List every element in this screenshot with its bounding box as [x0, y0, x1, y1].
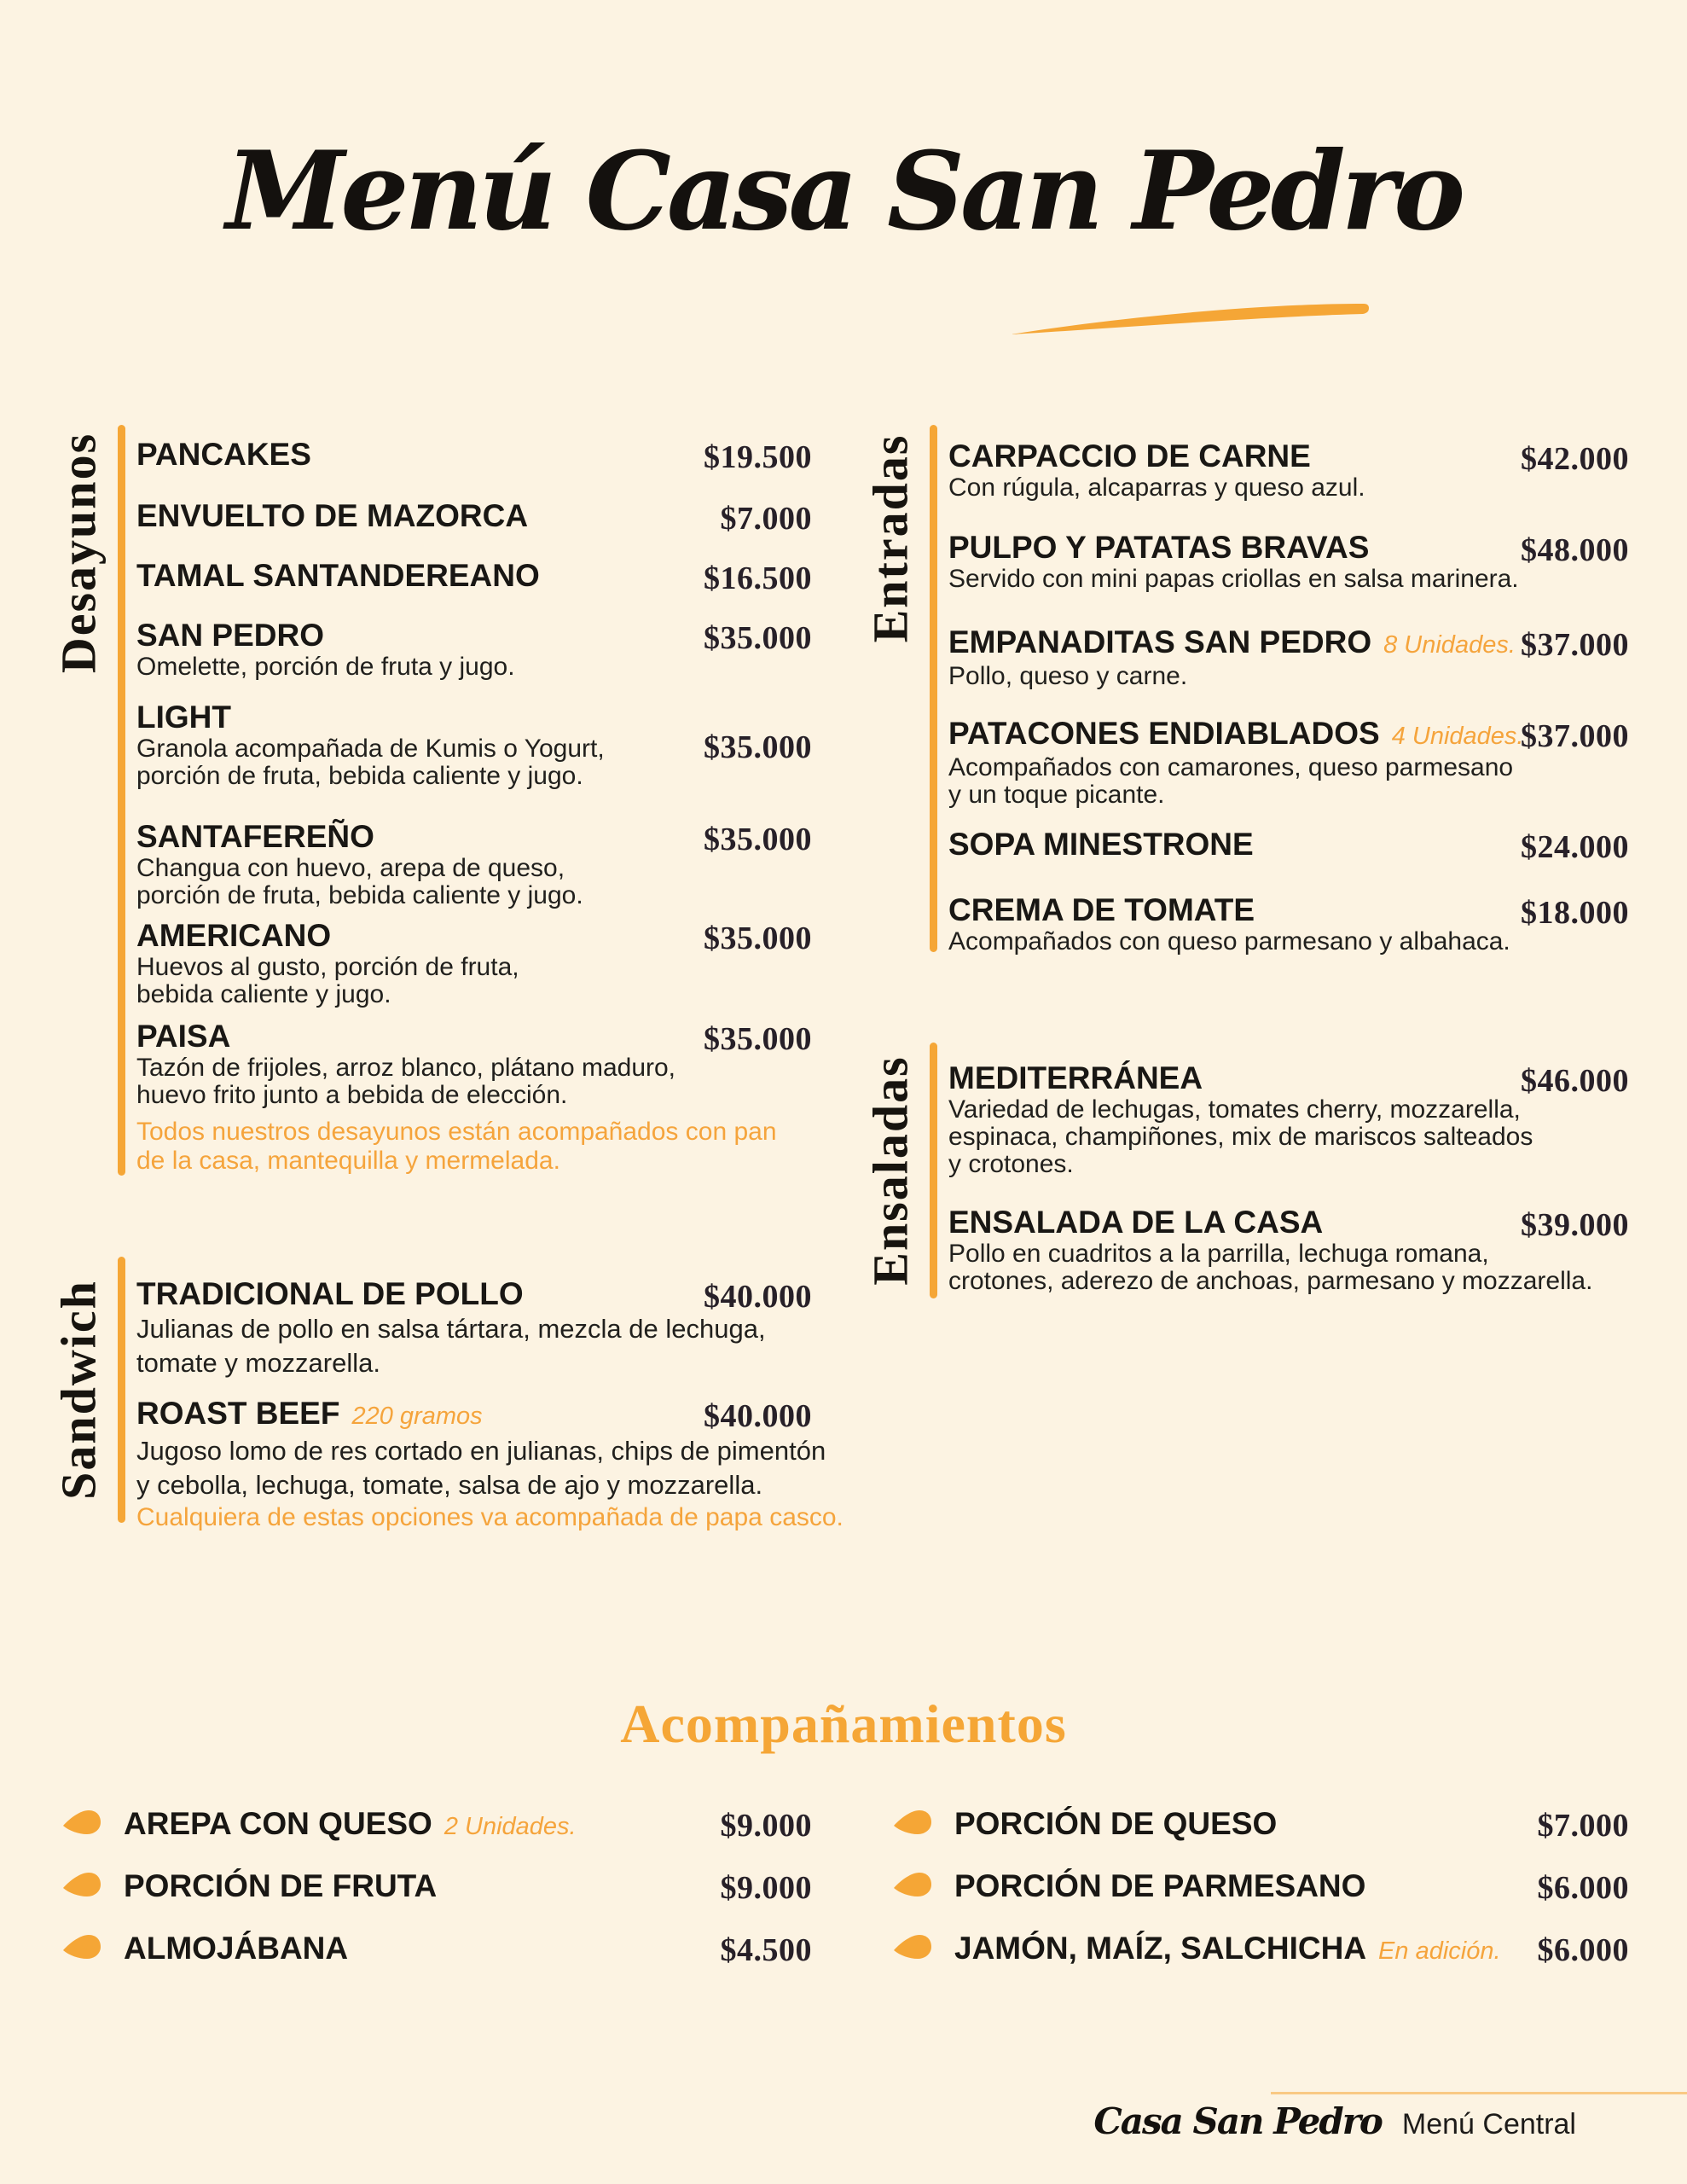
item-description: huevo frito junto a bebida de elección. [136, 1081, 568, 1109]
item-price: $7.000 [720, 501, 812, 537]
item-description: Con rúgula, alcaparras y queso azul. [948, 473, 1365, 502]
item-description: Tazón de frijoles, arroz blanco, plátano maduro, [136, 1054, 676, 1082]
item-name: PULPO Y PATATAS BRAVAS [948, 530, 1370, 565]
section-label-text: Ensaladas [862, 1055, 919, 1286]
item-price: $37.000 [1521, 718, 1629, 754]
menu-item [948, 530, 1629, 593]
section-ensaladas [853, 1043, 1629, 1298]
section-sandwich [41, 1257, 844, 1531]
acompanamientos-column-left [62, 1792, 812, 1988]
menu-item [948, 1205, 1629, 1295]
item-price: $7.000 [1537, 1808, 1629, 1844]
item-unit-note: 220 gramos [351, 1403, 483, 1430]
item-name: PORCIÓN DE FRUTA [124, 1868, 438, 1903]
menu-item [136, 1276, 812, 1380]
item-price: $39.000 [1521, 1207, 1629, 1243]
item-price: $9.000 [720, 1808, 812, 1844]
item-name: SOPA MINESTRONE [948, 827, 1254, 862]
acompanamientos-heading: Acompañamientos [620, 1693, 1067, 1754]
item-name-line [954, 1930, 1501, 1970]
item-price: $6.000 [1537, 1870, 1629, 1906]
item-name: MEDITERRÁNEA [948, 1060, 1203, 1095]
section-entradas [853, 425, 1629, 956]
item-name: CREMA DE TOMATE [948, 892, 1255, 927]
bullet-icon [62, 1932, 101, 1961]
item-name: ALMOJÁBANA [124, 1931, 349, 1966]
section-accent-bar [118, 1257, 125, 1523]
section-note [136, 1118, 812, 1176]
item-name-line [124, 1930, 675, 1967]
menu-item [948, 827, 1629, 863]
section-items [136, 1257, 844, 1531]
item-description: Changua con huevo, arepa de queso, [136, 854, 565, 882]
item-description: Acompañados con camarones, queso parmesano [948, 753, 1514, 781]
item-name: PATACONES ENDIABLADOS [948, 716, 1380, 751]
section-note [136, 1503, 844, 1532]
footer-divider [1271, 2092, 1687, 2094]
section-note-line: Todos nuestros desayunos están acompañados con pan [136, 1118, 777, 1146]
section-accent-bar [930, 1043, 937, 1298]
item-name: PORCIÓN DE PARMESANO [954, 1868, 1366, 1903]
item-description: Jugoso lomo de res cortado en julianas, chips de pimentón [136, 1436, 826, 1466]
menu-item [948, 892, 1629, 956]
bullet-icon [893, 1808, 932, 1837]
item-name: SANTAFEREÑO [136, 819, 374, 854]
footer [1093, 2100, 1576, 2142]
bullet-icon [893, 1932, 932, 1961]
item-name: LIGHT [136, 700, 231, 735]
footer-menu-label: Menú Central [1401, 2108, 1576, 2140]
menu-item [136, 1019, 812, 1109]
bullet-icon [62, 1808, 101, 1837]
item-name: SAN PEDRO [136, 618, 324, 653]
bullet-icon [62, 1870, 101, 1899]
item-unit-note: 2 Unidades. [443, 1813, 577, 1840]
item-unit-note: En adición. [1378, 1937, 1501, 1965]
section-label-ensaladas [853, 1043, 928, 1298]
item-unit-note: 4 Unidades. [1391, 723, 1524, 750]
section-items [948, 1043, 1629, 1298]
item-description: Pollo, queso y carne. [948, 662, 1188, 690]
item-description: Julianas de pollo en salsa tártara, mezcla de lechuga, [136, 1314, 766, 1344]
item-description: crotones, aderezo de anchoas, parmesano y mozzarella. [948, 1267, 1593, 1295]
item-description: Pollo en cuadritos a la parrilla, lechuga romana, [948, 1240, 1489, 1268]
title-underline-swoosh [1011, 300, 1369, 338]
menu-item [136, 1396, 826, 1502]
menu-item [136, 700, 812, 790]
item-price: $37.000 [1521, 627, 1629, 663]
menu-item [948, 624, 1629, 690]
item-name: ENVUELTO DE MAZORCA [136, 498, 529, 533]
item-price: $35.000 [704, 1021, 812, 1057]
item-name-line [136, 498, 812, 534]
section-note-line: de la casa, mantequilla y mermelada. [136, 1147, 560, 1175]
item-unit-note: 8 Unidades. [1383, 631, 1516, 659]
item-name: PAISA [136, 1019, 231, 1054]
section-desayunos [41, 425, 812, 1176]
item-price: $18.000 [1521, 895, 1629, 931]
acompanamiento-item [893, 1930, 1629, 1974]
item-price: $4.500 [720, 1932, 812, 1968]
acompanamiento-item [893, 1805, 1629, 1850]
acompanamientos-column-right [893, 1792, 1629, 1988]
section-label-text: Sandwich [50, 1280, 107, 1500]
item-price: $35.000 [704, 822, 812, 857]
footer-brand-logo: Casa San Pedro [1093, 2100, 1382, 2142]
section-accent-bar [118, 425, 125, 1176]
section-label-desayunos [41, 425, 116, 681]
item-description: Acompañados con queso parmesano y albahaca. [948, 927, 1510, 956]
item-name: TRADICIONAL DE POLLO [136, 1276, 524, 1311]
item-price: $16.500 [704, 561, 812, 596]
item-description: y crotones. [948, 1150, 1074, 1178]
item-name-line [124, 1867, 675, 1905]
item-price: $9.000 [720, 1870, 812, 1906]
item-price: $35.000 [704, 729, 812, 765]
item-price: $35.000 [704, 921, 812, 956]
menu-item [136, 437, 812, 473]
item-description: tomate y mozzarella. [136, 1348, 380, 1378]
menu-item [136, 618, 812, 681]
item-price: $40.000 [704, 1398, 812, 1434]
item-name: AREPA CON QUESO [124, 1806, 432, 1841]
menu-item [948, 439, 1629, 502]
item-name: PORCIÓN DE QUESO [954, 1806, 1278, 1841]
bullet-icon [893, 1870, 932, 1899]
item-description: Huevos al gusto, porción de fruta, [136, 953, 519, 981]
item-price: $46.000 [1521, 1063, 1629, 1099]
item-name-line [124, 1805, 675, 1845]
item-description: Variedad de lechugas, tomates cherry, mozzarella, [948, 1095, 1521, 1124]
item-name: ROAST BEEF [136, 1396, 340, 1431]
item-description: Granola acompañada de Kumis o Yogurt, [136, 735, 605, 763]
menu-item [136, 558, 812, 594]
item-name: ENSALADA DE LA CASA [948, 1205, 1324, 1240]
acompanamiento-item [62, 1867, 812, 1912]
item-price: $48.000 [1521, 532, 1629, 568]
item-description: bebida caliente y jugo. [136, 980, 391, 1008]
section-label-entradas [853, 425, 928, 651]
section-accent-bar [930, 425, 937, 952]
item-price: $6.000 [1537, 1932, 1629, 1968]
menu-item [136, 498, 812, 537]
section-items [948, 425, 1629, 956]
item-description: porción de fruta, bebida caliente y jugo. [136, 881, 583, 909]
item-price: $40.000 [704, 1279, 812, 1315]
item-description: porción de fruta, bebida caliente y jugo. [136, 762, 583, 790]
item-description: Servido con mini papas criollas en salsa marinera. [948, 565, 1519, 593]
item-description: y un toque picante. [948, 781, 1165, 809]
item-price: $42.000 [1521, 441, 1629, 477]
item-name-line [954, 1867, 1493, 1905]
section-label-sandwich [41, 1257, 116, 1523]
item-price: $24.000 [1521, 829, 1629, 865]
item-name: TAMAL SANTANDEREANO [136, 558, 540, 593]
item-name: EMPANADITAS SAN PEDRO [948, 624, 1372, 659]
item-price: $35.000 [704, 620, 812, 656]
menu-item [948, 1060, 1629, 1178]
item-price: $19.500 [704, 439, 812, 475]
item-description: espinaca, champiñones, mix de mariscos salteados [948, 1123, 1533, 1151]
menu-item [136, 819, 812, 909]
menu-item [136, 918, 812, 1008]
section-items [136, 425, 812, 1176]
acompanamiento-item [893, 1867, 1629, 1912]
section-label-text: Desayunos [50, 432, 107, 674]
item-name: CARPACCIO DE CARNE [948, 439, 1311, 473]
item-name: AMERICANO [136, 918, 332, 953]
page-title: Menú Casa San Pedro [225, 128, 1462, 254]
section-note-line: Cualquiera de estas opciones va acompañada de papa casco. [136, 1503, 844, 1531]
item-name: PANCAKES [136, 437, 311, 472]
section-label-text: Entradas [862, 433, 919, 642]
item-description: Omelette, porción de fruta y jugo. [136, 653, 515, 681]
menu-item [948, 716, 1629, 809]
item-name: JAMÓN, MAÍZ, SALCHICHA [954, 1931, 1367, 1966]
acompanamiento-item [62, 1805, 812, 1850]
acompanamiento-item [62, 1930, 812, 1974]
item-description: y cebolla, lechuga, tomate, salsa de ajo y mozzarella. [136, 1470, 763, 1500]
item-name-line [954, 1805, 1493, 1843]
